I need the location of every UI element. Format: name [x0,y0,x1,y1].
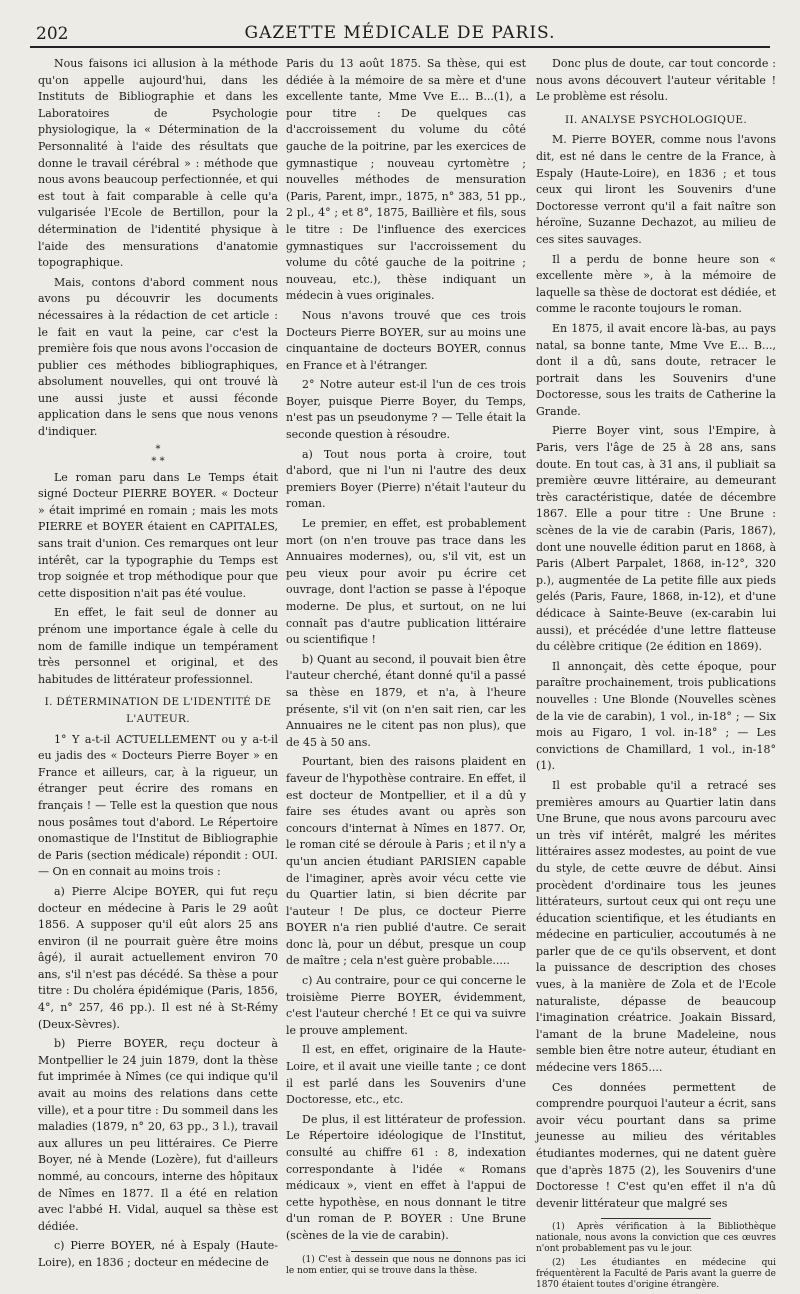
paragraph: Il annonçait, dès cette époque, pour paraître prochainement, trois publications nouvelles : Une Blonde (Nouvelles scènes de la vie de carabin), 1 vol., in-18° ; — Six mois au Figaro, 1 vol. in-18° ; — Les convictions de Chamillard, 1 vol., in-18° (1). [536,659,776,773]
paragraph: Le roman paru dans Le Temps était signé Docteur PIERRE BOYER. « Docteur » était imprimé en romain ; mais les mots PIERRE et BOYER étaient en CAPITALES, sans trait d'union. Ces remarques ont leur intérêt, car la typographie du Temps est trop soignée et trop méthodique pour que cette disposition n'ait pas été voulue. [38,470,278,600]
paragraph: Il est, en effet, originaire de la Haute-Loire, et il avait une vieille tante ; ce dont il est parlé dans les Souvenirs d'une Doctoresse, etc., etc. [286,1043,526,1107]
paragraph: En effet, le fait seul de donner au prénom une importance égale à celle du nom de famille indique un tempérament très personnel et original, et des habitudes de littérateur professionnel. [38,606,278,686]
footnote: (2) Les étudiantes en médecine qui fréquentèrent la Faculté de Paris avant la guerre de 1870 étaient toutes d'origine étrangère. [536,1258,776,1291]
page-header [30,22,770,48]
footnote-rule [351,1251,461,1252]
column-3 [536,56,776,1294]
paragraph: c) Au contraire, pour ce qui concerne le troisième Pierre BOYER, évidemment, c'est l'auteur cherché ! Et ce qui va suivre le prouve amplement. [286,974,526,1037]
paragraph: a) Tout nous porta à croire, tout d'abord, que ni l'un ni l'autre des deux premiers Boyer (Pierre) n'était l'auteur du roman. [286,447,526,511]
footnote: (1) C'est à dessein que nous ne donnons pas ici le nom entier, qui se trouve dans la thèse. [286,1254,526,1276]
footnote-rule [601,1218,711,1219]
journal-title: GAZETTE MÉDICALE DE PARIS. [244,23,556,43]
paragraph: Pourtant, bien des raisons plaident en faveur de l'hypothèse contraire. En effet, il est docteur de Montpellier, et il a dû y faire ses études avant ou après son concours d'internat à Nîmes en 1877. Or, le roman cité se déroule à Paris ; et il n'y a qu'un ancien étudiant PARISIEN capable de l'imaginer, après avoir vécu cette vie du Quartier latin, si bien décrite par l'auteur ! De plus, ce docteur Pierre BOYER n'a rien publié d'autre. Ce serait donc là, pour un début, presque un coup de maître ; cela n'est guère probable..... [286,755,526,968]
paragraph: b) Quant au second, il pouvait bien être l'auteur cherché, étant donné qu'il a passé sa thèse en 1879, et n'a, à l'heure présente, s'il vit (on n'en sait rien, car les Annuaires ne le citent pas non plus), que de 45 à 50 ans. [286,652,526,749]
paragraph: Il est probable qu'il a retracé ses premières amours au Quartier latin dans Une Brune, que nous avons parcouru avec un très vif intérêt, malgré les mérites littéraires assez modestes, au point de vue du style, de cette œuvre de début. Ainsi procèdent d'ordinaire tous les jeunes littérateurs, surtout ceux qui ont reçu une éducation scientifique, et les étudiants en médecine en particulier, accoutumés à ne parler que de ce qu'ils observent, et dont la puissance de description des choses vues, à la manière de Zola et de l'Ecole naturaliste, dépasse de beaucoup l'imagination créatrice. Joakain Bissard, l'amant de la brune Madeleine, nous semble bien être notre auteur, étudiant en médecine vers 1865.... [536,778,776,1075]
paragraph: Pierre Boyer vint, sous l'Empire, à Paris, vers l'âge de 25 à 28 ans, sans doute. En tout cas, à 31 ans, il publiait sa première œuvre littéraire, au demeurant très caractéristique, datée de décembre 1867. Elle a pour titre : Une Brune : scènes de la vie de carabin (Paris, 1867), dont une nouvelle édition parut en 1868, à Paris (Albert Parpalet, 1868, in-12°, 320 p.), augmentée de La petite fille aux pieds gelés (Paris, Faure, 1868, in-12), et d'une dédicace à Sainte-Beuve (ex-carabin lui aussi), et précédée d'une lettre flatteuse du célèbre critique (2e édition en 1869). [536,424,776,654]
paragraph: M. Pierre BOYER, comme nous l'avons dit, est né dans le centre de la France, à Espaly (Haute-Loire), en 1836 ; et tous ceux qui liront les Souvenirs d'une Doctoresse verront qu'il a fait naître son héroïne, Suzanne Dechazot, au milieu de ces sites sauvages. [536,133,776,246]
paragraph: Nous n'avons trouvé que ces trois Docteurs Pierre BOYER, sur au moins une cinquantaine de docteurs BOYER, connus en France et à l'étranger. [286,308,526,372]
paragraph: 2° Notre auteur est-il l'un de ces trois Boyer, puisque Pierre Boyer, du Temps, n'est pas un pseudonyme ? — Telle était la seconde question à résoudre. [286,378,526,442]
paragraph: c) Pierre BOYER, né à Espaly (Haute-Loire), en 1836 ; docteur en médecine de [38,1239,278,1269]
paragraph: Mais, contons d'abord comment nous avons pu découvrir les documents nécessaires à la rédaction de cet article : le fait en vaut la peine, car c'est la première fois que nous avons l'occasion de publier ces méthodes bibliographiques, absolument nouvelles, qui ont trouvé là une aussi juste et aussi féconde application dans le sens que nous venons d'indiquer. [38,275,278,439]
column-2 [286,56,526,1280]
footnote: (1) Après vérification à la Bibliothèque nationale, nous avons la conviction que ces œuvres n'ont probablement pas vu le jour. [536,1222,776,1255]
paragraph: b) Pierre BOYER, reçu docteur à Montpellier le 24 juin 1879, dont la thèse fut imprimée à Nîmes (ce qui indique qu'il avait au moins des relations dans cette ville), et a pour titre : Du sommeil dans les maladies (1879, n° 20, 63 pp., 3 l.), travail aux allures un peu littéraires. Ce Pierre Boyer, né à Mende (Lozère), fut d'ailleurs nommé, au concours, interne des hôpitaux de Nîmes en 1877. Il a été en relation avec l'abbé H. Vidal, auquel sa thèse est dédiée. [38,1037,278,1233]
paragraph: 1° Y a-t-il ACTUELLEMENT ou y a-t-il eu jadis des « Docteurs Pierre Boyer » en France et ailleurs, car, à la rigueur, un étranger peut écrire des romans en français ! — Telle est la question que nous nous posâmes tout d'abord. Le Répertoire onomastique de l'Institut de Bibliographie de Paris (section médicale) répondit : OUI. — On en connait au moins trois : [38,732,278,879]
section-heading: II. ANALYSE PSYCHOLOGIQUE. [565,113,747,126]
paragraph: Donc plus de doute, car tout concorde : nous avons découvert l'auteur véritable ! Le problème est résolu. [536,57,776,104]
paragraph: Le premier, en effet, est probablement mort (on n'en trouve pas trace dans les Annuaires modernes), ou, s'il vit, est un peu vieux pour avoir pu écrire cet ouvrage, dont l'action se passe à l'époque moderne. De plus, et surtout, on ne lui connaît pas d'autre publication littéraire ou scientifique ! [286,517,526,647]
paragraph: Il a perdu de bonne heure son « excellente mère », à la mémoire de laquelle sa thèse de doctorat est dédiée, et comme le raconte toujours le roman. [536,252,776,316]
section-heading: I. DÉTERMINATION DE L'IDENTITÉ DE L'AUTEUR. [44,696,272,725]
column-1 [38,56,278,1275]
paragraph: Paris du 13 août 1875. Sa thèse, qui est dédiée à la mémoire de sa mère et d'une excellente tante, Mme Vve E... B...(1), a pour titre : De quelques cas d'accroissement du volume du côté gauche de la poitrine, par les exercices de gymnastique ; nouveau cyrtomètre ; nouvelles méthodes de mensuration (Paris, Parent, impr., 1875, n° 383, 51 pp., 2 pl., 4° ; et 8°, 1875, Baillière et fils, sous le titre : De l'influence des exercices gymnastiques sur l'accroissement du volume du côté gauche de la poitrine ; nouveau, etc.), thèse indiquant un médecin à vues originales. [286,57,526,303]
section-separator: * * * [151,443,165,467]
paragraph: Ces données permettent de comprendre pourquoi l'auteur a écrit, sans avoir vécu pourtant dans sa prime jeunesse au milieu des véritables étudiantes modernes, qui ne datent guère que d'après 1875 (2), les Souvenirs d'une Doctoresse ! C'est qu'en effet il n'a dû devenir littérateur que malgré ses [536,1080,776,1210]
paragraph: De plus, il est littérateur de profession. Le Répertoire idéologique de l'Institut, consulté au chiffre 61 : 8, indexation correspondante à l'idée « Romans médicaux », vient en effet à l'appui de cette hypothèse, en nous donnant le titre d'un roman de P. BOYER : Une Brune (scènes de la vie de carabin). [286,1112,526,1242]
page-number: 202 [36,24,69,44]
paragraph: Nous faisons ici allusion à la méthode qu'on appelle aujourd'hui, dans les Instituts de Bibliographie et dans les Laboratoires de Psychologie physiologique, la « Détermination de la Personnalité à l'aide des résultats que donne le travail cérébral » : méthode que nous avons beaucoup perfectionnée, et qui est tout à fait comparable à celle qu'a vulgarisée l'Ecole de Bertillon, pour la détermination de l'identité physique à l'aide des mensurations d'anatomie topographique. [38,57,278,270]
paragraph: En 1875, il avait encore là-bas, au pays natal, sa bonne tante, Mme Vve E... B..., dont il a dû, sans doute, retracer le portrait dans les Souvenirs d'une Doctoresse, sous les traits de Catherine la Grande. [536,321,776,418]
paragraph: a) Pierre Alcipe BOYER, qui fut reçu docteur en médecine à Paris le 29 août 1856. A supposer qu'il eût alors 25 ans environ (il ne pourrait guère être moins âgé), il aurait actuellement environ 70 ans, s'il n'est pas décédé. Sa thèse a pour titre : Du choléra épidémique (Paris, 1856, 4°, n° 257, 46 pp.). Il est né à St-Rémy (Deux-Sèvres). [38,884,278,1031]
